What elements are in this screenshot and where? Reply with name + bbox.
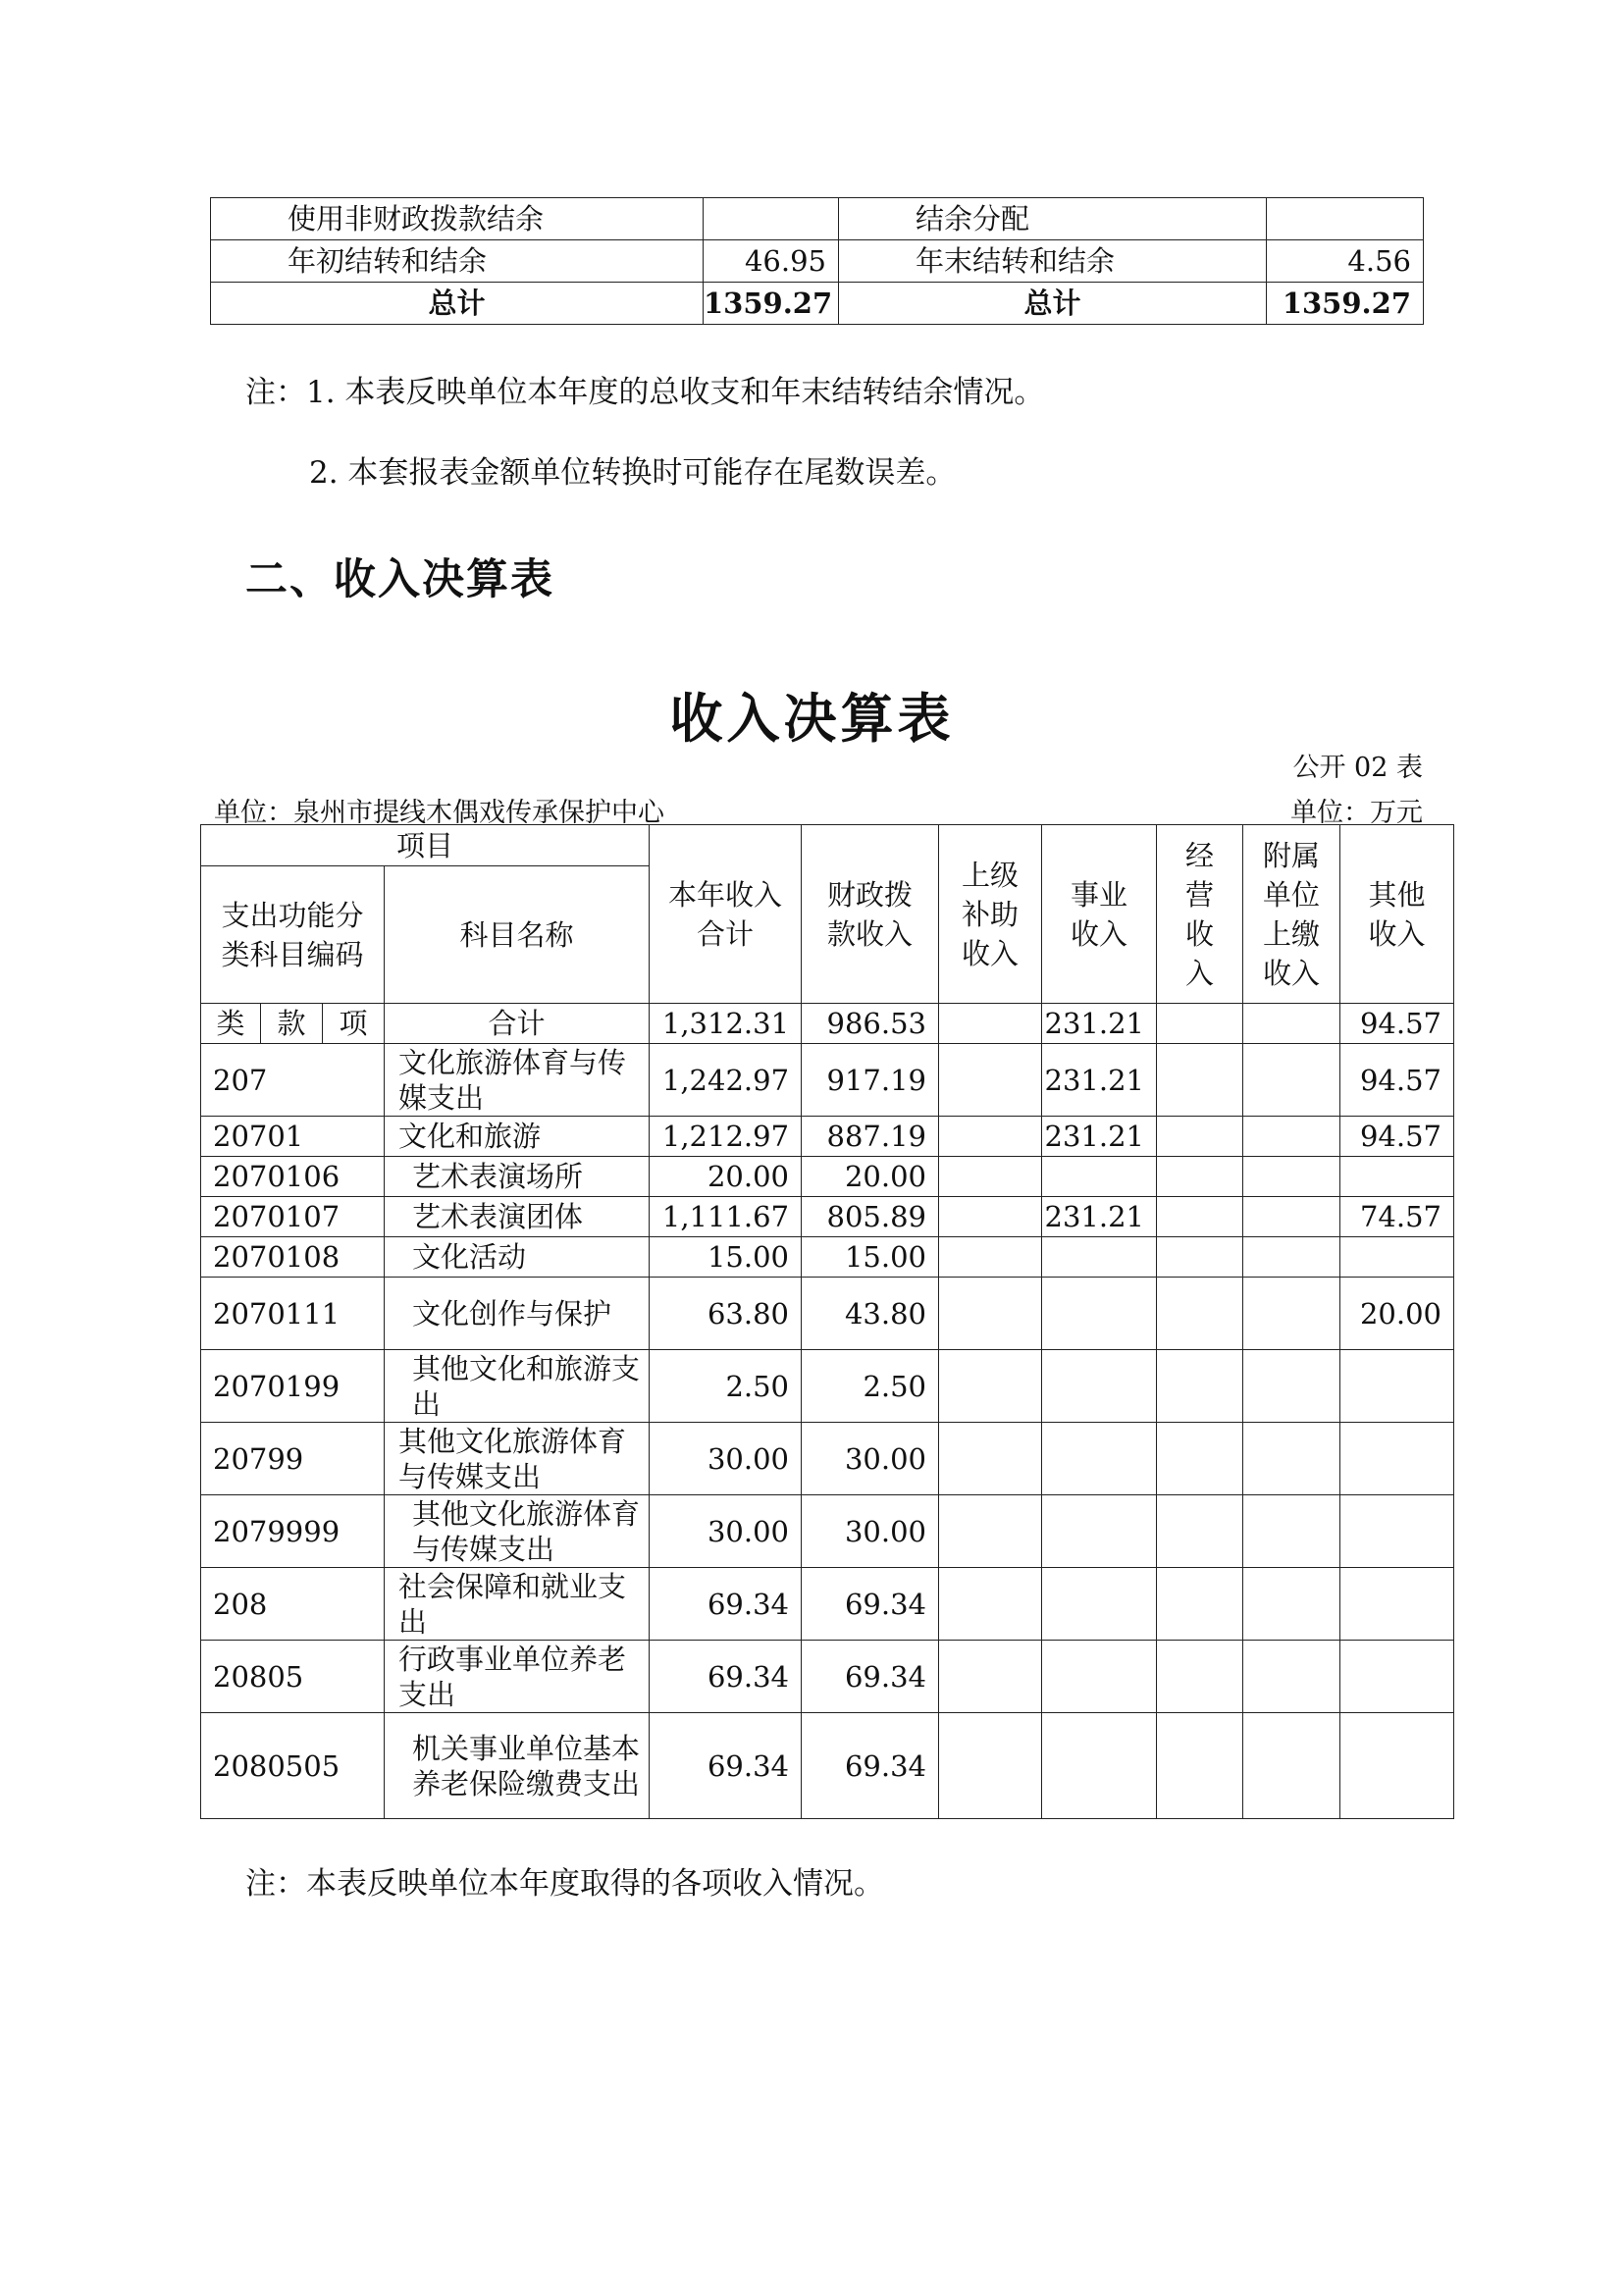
table-row [211,198,1424,240]
cell-total: 69.34 [650,1713,802,1819]
cell-code: 20701 [201,1117,385,1157]
cell-affiliated [1243,1568,1340,1641]
cell-fiscal: 805.89 [802,1197,939,1237]
cell-code: 2070111 [201,1278,385,1350]
cell-operating [1157,1044,1243,1117]
cell-total: 20.00 [650,1157,802,1197]
row-value: 4.56 [1267,240,1424,283]
header-xiang: 项 [323,1004,385,1044]
header-total: 本年收入合计 [650,825,802,1004]
cell-fiscal: 69.34 [802,1568,939,1641]
cell-other: 94.57 [1340,1044,1454,1117]
cell-name: 文化旅游体育与传媒支出 [385,1044,650,1117]
cell-other [1340,1157,1454,1197]
cell-affiliated [1243,1117,1340,1157]
balance-summary-table [210,197,1424,325]
cell-business [1042,1568,1157,1641]
cell-code: 2070106 [201,1157,385,1197]
cell-total: 63.80 [650,1278,802,1350]
total-label: 总计 [839,283,1267,325]
cell-business [1042,1713,1157,1819]
table-code: 公开 02 表 [1292,753,1423,783]
cell-operating [1157,1237,1243,1278]
row-value [1267,198,1424,240]
header-other: 其他收入 [1340,825,1454,1004]
cell-superior [939,1568,1042,1641]
cell-fiscal: 887.19 [802,1117,939,1157]
cell-business [1042,1278,1157,1350]
cell-code: 2080505 [201,1713,385,1819]
header-code: 支出功能分类科目编码 [201,866,385,1004]
total-row [211,283,1424,325]
cell-affiliated [1243,1157,1340,1197]
table-row [201,1350,1454,1423]
cell-affiliated [1243,1004,1340,1044]
row-value: 46.95 [704,240,839,283]
unit-currency: 单位：万元 [1290,798,1423,828]
cell-code: 2070108 [201,1237,385,1278]
cell-operating [1157,1641,1243,1713]
cell-affiliated [1243,1423,1340,1495]
cell-business [1042,1237,1157,1278]
cell-affiliated [1243,1350,1340,1423]
cell-superior [939,1713,1042,1819]
cell-operating [1157,1350,1243,1423]
cell-other [1340,1641,1454,1713]
cell-affiliated [1243,1495,1340,1568]
cell-name: 艺术表演团体 [385,1197,650,1237]
header-business: 事业收入 [1042,825,1157,1004]
table-row [201,1157,1454,1197]
cell-superior [939,1237,1042,1278]
cell-fiscal: 917.19 [802,1044,939,1117]
cell-code: 20805 [201,1641,385,1713]
cell-superior [939,1350,1042,1423]
cell-fiscal: 69.34 [802,1713,939,1819]
cell-code: 2070199 [201,1350,385,1423]
cell-business: 231.21 [1042,1044,1157,1117]
cell-affiliated [1243,1713,1340,1819]
row-label: 使用非财政拨款结余 [211,198,704,240]
row-label: 结余分配 [839,198,1267,240]
header-operating: 经营收入 [1157,825,1243,1004]
cell-fiscal: 30.00 [802,1423,939,1495]
cell-business: 231.21 [1042,1004,1157,1044]
table-row [201,1117,1454,1157]
cell-fiscal: 15.00 [802,1237,939,1278]
table-row [211,240,1424,283]
table-row [201,1495,1454,1568]
cell-business [1042,1350,1157,1423]
table-row [201,1278,1454,1350]
cell-other [1340,1568,1454,1641]
cell-total: 30.00 [650,1423,802,1495]
cell-name: 文化创作与保护 [385,1278,650,1350]
note-text: 2. 本套报表金额单位转换时可能存在尾数误差。 [309,455,957,491]
cell-superior [939,1157,1042,1197]
cell-other: 20.00 [1340,1278,1454,1350]
cell-name: 行政事业单位养老支出 [385,1641,650,1713]
cell-operating [1157,1568,1243,1641]
total-value: 1359.27 [704,283,839,325]
cell-name: 社会保障和就业支出 [385,1568,650,1641]
cell-superior [939,1004,1042,1044]
cell-code: 208 [201,1568,385,1641]
table-row [201,1641,1454,1713]
cell-operating [1157,1495,1243,1568]
cell-name: 机关事业单位基本养老保险缴费支出 [385,1713,650,1819]
table-row [201,1197,1454,1237]
section-heading: 二、收入决算表 [245,555,554,604]
cell-business [1042,1495,1157,1568]
table-row [201,1423,1454,1495]
table-title: 收入决算表 [669,687,955,750]
header-fiscal: 财政拨款收入 [802,825,939,1004]
total-label: 总计 [211,283,704,325]
cell-operating [1157,1423,1243,1495]
table-row [201,1568,1454,1641]
cell-fiscal: 20.00 [802,1157,939,1197]
cell-total: 2.50 [650,1350,802,1423]
total-label: 合计 [385,1004,650,1044]
total-row [201,1004,1454,1044]
cell-fiscal: 30.00 [802,1495,939,1568]
cell-operating [1157,1197,1243,1237]
cell-total: 1,111.67 [650,1197,802,1237]
cell-business [1042,1641,1157,1713]
cell-fiscal: 986.53 [802,1004,939,1044]
cell-total: 30.00 [650,1495,802,1568]
cell-fiscal: 43.80 [802,1278,939,1350]
cell-affiliated [1243,1278,1340,1350]
cell-superior [939,1641,1042,1713]
header-affiliated: 附属单位上缴收入 [1243,825,1340,1004]
cell-other [1340,1495,1454,1568]
cell-operating [1157,1713,1243,1819]
cell-total: 69.34 [650,1641,802,1713]
cell-other [1340,1713,1454,1819]
cell-superior [939,1495,1042,1568]
cell-total: 69.34 [650,1568,802,1641]
cell-operating [1157,1117,1243,1157]
cell-total: 1,212.97 [650,1117,802,1157]
cell-code: 20799 [201,1423,385,1495]
table-row [201,1713,1454,1819]
cell-other [1340,1423,1454,1495]
header-row [201,825,1454,866]
income-table [200,824,1454,1819]
unit-name: 单位：泉州市提线木偶戏传承保护中心 [214,798,664,828]
cell-other: 94.57 [1340,1117,1454,1157]
header-kuan: 款 [261,1004,323,1044]
total-value: 1359.27 [1267,283,1424,325]
cell-superior [939,1278,1042,1350]
cell-name: 艺术表演场所 [385,1157,650,1197]
cell-affiliated [1243,1641,1340,1713]
cell-business [1042,1157,1157,1197]
cell-fiscal: 69.34 [802,1641,939,1713]
header-superior: 上级补助收入 [939,825,1042,1004]
cell-name: 其他文化旅游体育与传媒支出 [385,1423,650,1495]
cell-total: 1,312.31 [650,1004,802,1044]
cell-name: 其他文化旅游体育与传媒支出 [385,1495,650,1568]
cell-other [1340,1350,1454,1423]
row-value [704,198,839,240]
cell-name: 文化和旅游 [385,1117,650,1157]
cell-affiliated [1243,1197,1340,1237]
header-lei: 类 [201,1004,261,1044]
cell-fiscal: 2.50 [802,1350,939,1423]
cell-business [1042,1423,1157,1495]
cell-other [1340,1237,1454,1278]
table-row [201,1237,1454,1278]
cell-business: 231.21 [1042,1117,1157,1157]
cell-code: 207 [201,1044,385,1117]
cell-operating [1157,1157,1243,1197]
cell-code: 2079999 [201,1495,385,1568]
header-name: 科目名称 [385,866,650,1004]
cell-business: 231.21 [1042,1197,1157,1237]
cell-name: 其他文化和旅游支出 [385,1350,650,1423]
cell-total: 1,242.97 [650,1044,802,1117]
cell-affiliated [1243,1044,1340,1117]
cell-affiliated [1243,1237,1340,1278]
cell-other: 74.57 [1340,1197,1454,1237]
row-label: 年末结转和结余 [839,240,1267,283]
header-project: 项目 [201,825,650,866]
cell-total: 15.00 [650,1237,802,1278]
note-text: 注：本表反映单位本年度取得的各项收入情况。 [245,1866,884,1902]
table-row [201,1044,1454,1117]
cell-name: 文化活动 [385,1237,650,1278]
cell-operating [1157,1278,1243,1350]
note-text: 注：1. 本表反映单位本年度的总收支和年末结转结余情况。 [245,375,1045,410]
cell-operating [1157,1004,1243,1044]
cell-superior [939,1117,1042,1157]
cell-superior [939,1197,1042,1237]
cell-superior [939,1423,1042,1495]
cell-code: 2070107 [201,1197,385,1237]
row-label: 年初结转和结余 [211,240,704,283]
cell-superior [939,1044,1042,1117]
cell-other: 94.57 [1340,1004,1454,1044]
